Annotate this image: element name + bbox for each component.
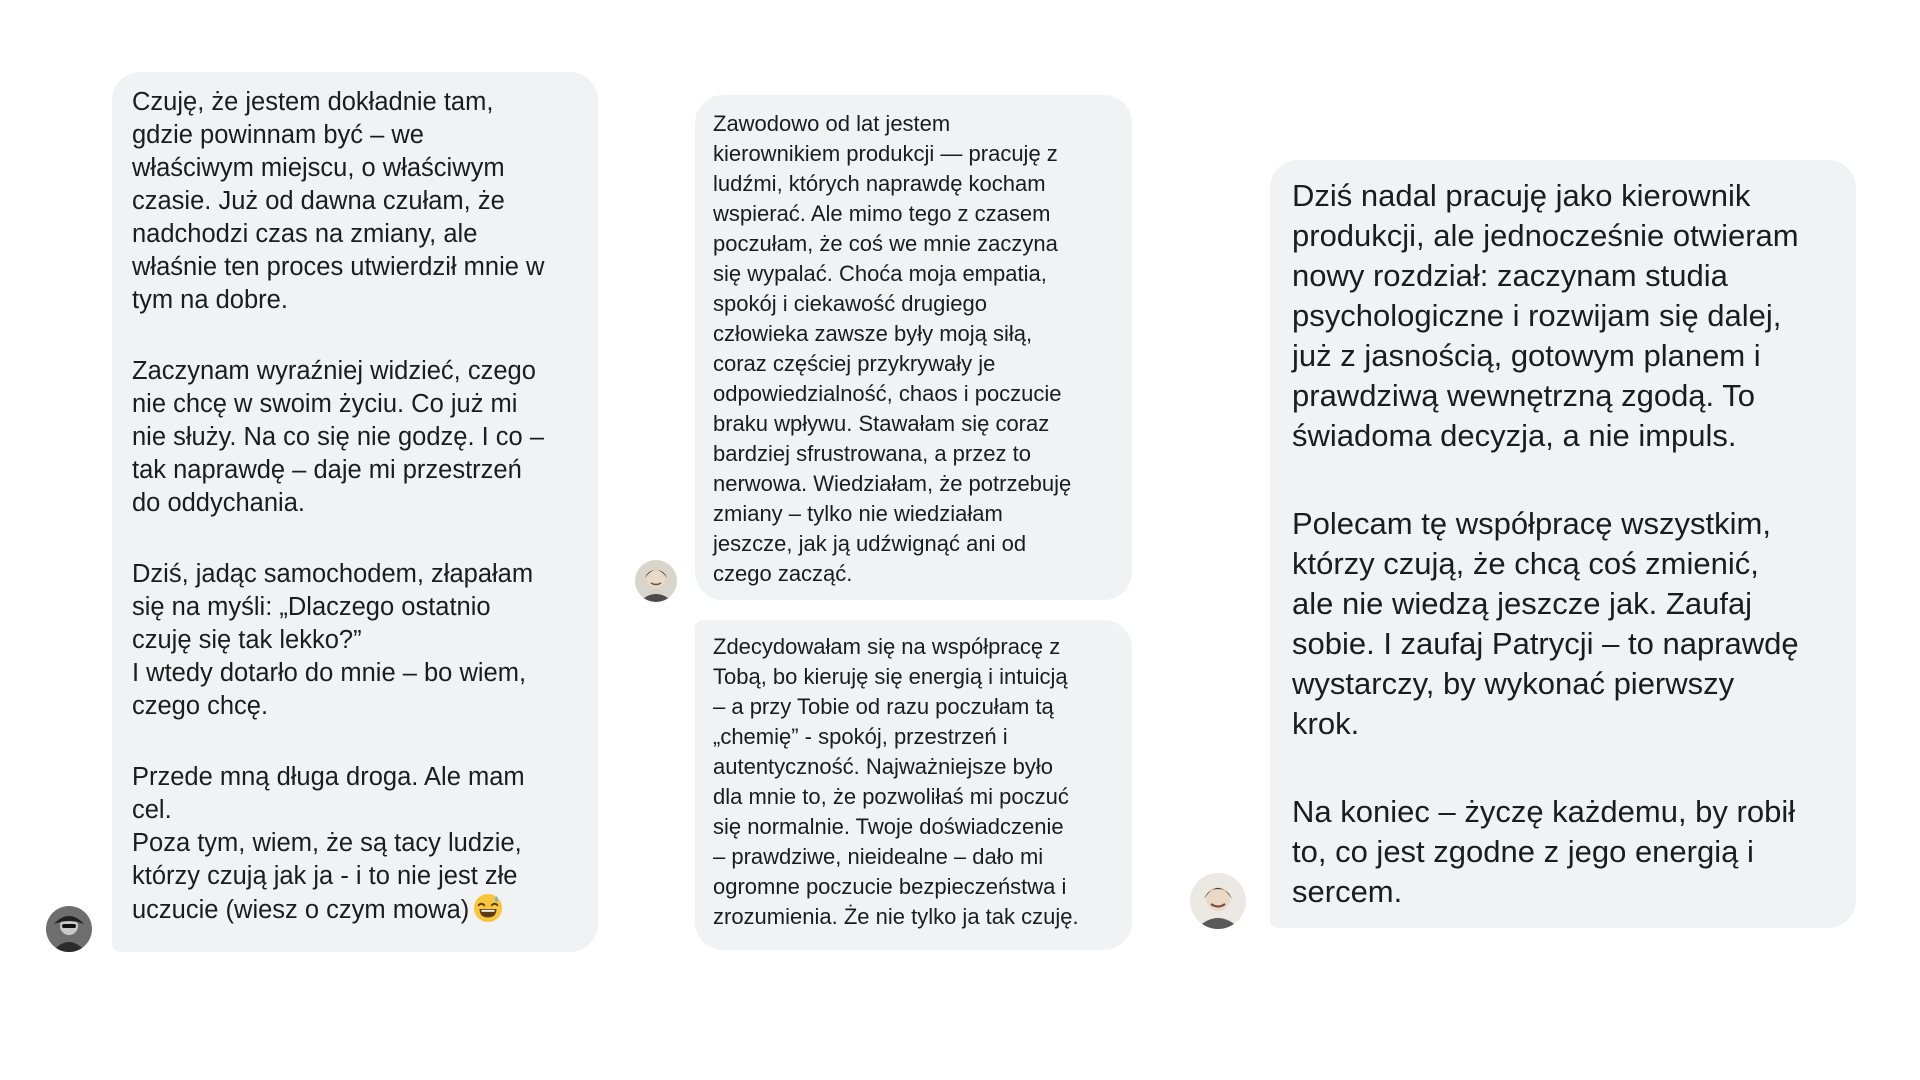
message-text: Przede mną długa droga. Ale mam cel. Poza tym, wiem, że są tacy ludzie, którzy czują jak ja - i to nie jest złe uczucie (wiesz o czym mowa) [132, 763, 525, 924]
message-paragraph: Zdecydowałam się na współpracę z Tobą, bo kieruję się energią i intuicją – a przy Tobie od razu poczułam tą „chemię” - spokój, przestrzeń i autentyczność. Najważniejsze było dla mnie to, że pozwoliłaś mi poczuć się normalnie. Twoje doświadczenie – prawdziwe, nieidealne – dało mi ogromne poczucie bezpieczeństwa i zrozumienia. Że nie tylko ja tak czuję. [713, 634, 1079, 929]
message-paragraph: Polecam tę współpracę wszystkim, którzy czują, że chcą coś zmienić, ale nie wiedzą jeszcze jak. Zaufaj sobie. I zaufaj Patrycji – to naprawdę wystarczy, by wykonać pierwszy krok. [1292, 506, 1799, 741]
avatar-author-2[interactable] [635, 560, 677, 602]
avatar-author-1[interactable] [46, 906, 92, 952]
message-bubble-3 [695, 620, 1132, 950]
message-paragraph: Dziś, jadąc samochodem, złapałam się na myśli: „Dlaczego ostatnio czuję się tak lekko?” I wtedy dotarło do mnie – bo wiem, czego chcę. [132, 560, 534, 720]
profile-avatar-icon [46, 906, 92, 952]
avatar-author-3[interactable] [1190, 873, 1246, 929]
message-bubble-2 [695, 95, 1132, 600]
message-paragraph: Dziś nadal pracuję jako kierownik produkcji, ale jednocześnie otwieram nowy rozdział: zaczynam studia psychologiczne i rozwijam się dalej, już z jasnością, gotowym planem i prawdziwą wewnętrzną zgodą. To świadoma decyzja, a nie impuls. [1292, 178, 1799, 453]
grinning-sweat-emoji-icon [473, 893, 503, 923]
profile-avatar-icon [635, 560, 677, 602]
message-bubble-4 [1270, 160, 1856, 928]
message-paragraph: Czuję, że jestem dokładnie tam, gdzie powinnam być – we właściwym miejscu, o właściwym czasie. Już od dawna czułam, że nadchodzi czas na zmiany, ale właśnie ten proces utwierdził mnie w tym na dobre. [132, 88, 545, 314]
message-paragraph-last [132, 761, 578, 927]
message-paragraph: Na koniec – życzę każdemu, by robił to, co jest zgodne z jego energią i sercem. [1292, 794, 1796, 909]
message-bubble-1 [112, 72, 598, 952]
profile-avatar-icon [1190, 873, 1246, 929]
message-paragraph: Zawodowo od lat jestem kierownikiem produkcji — pracuję z ludźmi, których naprawdę kocham wspierać. Ale mimo tego z czasem poczułam, że coś we mnie zaczyna się wypalać. Choća moja empatia, spokój i ciekawość drugiego człowieka zawsze były moją siłą, coraz częściej przykrywały je odpowiedzialność, chaos i poczucie braku wpływu. Stawałam się coraz bardziej sfrustrowana, a przez to nerwowa. Wiedziałam, że potrzebuję zmiany – tylko nie wiedziałam jeszcze, jak ją udźwignąć ani od czego zacząć. [713, 111, 1072, 586]
message-paragraph: Zaczynam wyraźniej widzieć, czego nie chcę w swoim życiu. Co już mi nie służy. Na co się nie godzę. I co – tak naprawdę – daje mi przestrzeń do oddychania. [132, 357, 544, 517]
